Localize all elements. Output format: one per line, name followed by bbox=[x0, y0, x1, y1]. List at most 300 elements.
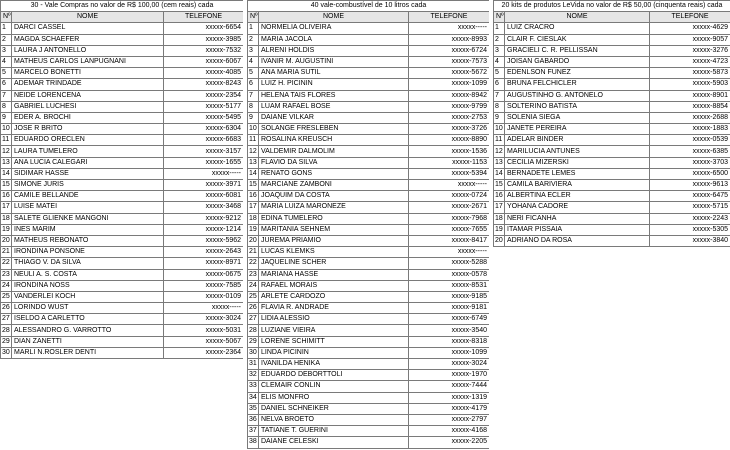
table-row bbox=[248, 68, 490, 79]
winner-phone: xxxxx-7532 bbox=[164, 45, 244, 56]
table-row bbox=[494, 213, 730, 224]
row-number: 24 bbox=[248, 280, 259, 291]
row-number: 13 bbox=[494, 157, 505, 168]
winner-name: LORINDO WUST bbox=[12, 303, 164, 314]
winner-name: LORENE SCHIMITT bbox=[259, 336, 409, 347]
table-row bbox=[1, 258, 244, 269]
winner-name: LUIZ CRACRO bbox=[505, 23, 650, 34]
winner-phone: xxxxx-5288 bbox=[409, 258, 490, 269]
winner-name: RENATO GONS bbox=[259, 168, 409, 179]
row-number: 3 bbox=[494, 45, 505, 56]
table-row bbox=[494, 34, 730, 45]
table-row bbox=[248, 135, 490, 146]
row-number: 25 bbox=[248, 291, 259, 302]
row-number: 19 bbox=[1, 224, 12, 235]
table-row bbox=[1, 124, 244, 135]
winner-phone: xxxxx-4085 bbox=[164, 68, 244, 79]
table-row bbox=[1, 146, 244, 157]
row-number: 21 bbox=[1, 247, 12, 258]
winner-name: JUREMA PRIAMIO bbox=[259, 235, 409, 246]
table-row bbox=[248, 23, 490, 34]
row-number: 3 bbox=[1, 45, 12, 56]
table-row bbox=[1, 90, 244, 101]
winner-name: IRONDINA PONSONE bbox=[12, 247, 164, 258]
winner-name: HELENA TAIS FLORES bbox=[259, 90, 409, 101]
table-row bbox=[248, 101, 490, 112]
winner-name: ADRIANO DA ROSA bbox=[505, 235, 650, 246]
row-number: 16 bbox=[494, 191, 505, 202]
row-number: 17 bbox=[1, 202, 12, 213]
winner-phone: xxxxx-3726 bbox=[409, 124, 490, 135]
winner-phone: xxxxx-4629 bbox=[650, 23, 730, 34]
table-row bbox=[1, 180, 244, 191]
table-row bbox=[494, 146, 730, 157]
column-header-name: NOME bbox=[505, 12, 650, 23]
table-row bbox=[248, 191, 490, 202]
winner-name: SOLTERINO BATISTA bbox=[505, 101, 650, 112]
table-row bbox=[1, 79, 244, 90]
table-row bbox=[494, 56, 730, 67]
row-number: 28 bbox=[248, 325, 259, 336]
row-number: 14 bbox=[248, 168, 259, 179]
table-row bbox=[1, 213, 244, 224]
column-header-number: Nº bbox=[248, 12, 259, 23]
winner-name: JOAQUIM DA COSTA bbox=[259, 191, 409, 202]
winner-name: EDUARDO DEBORTTOLI bbox=[259, 370, 409, 381]
winner-phone: xxxxx-3971 bbox=[164, 180, 244, 191]
row-number: 34 bbox=[248, 392, 259, 403]
winner-name: DAIANE CELESKI bbox=[259, 437, 409, 448]
row-number: 35 bbox=[248, 403, 259, 414]
winner-phone: xxxxx-8243 bbox=[164, 79, 244, 90]
winner-name: DAIANE VILKAR bbox=[259, 112, 409, 123]
row-number: 20 bbox=[494, 235, 505, 246]
row-number: 30 bbox=[1, 347, 12, 358]
prize-table-vale-compras bbox=[0, 0, 243, 450]
table-row bbox=[248, 325, 490, 336]
table-row bbox=[1, 34, 244, 45]
winner-phone: xxxxx-7655 bbox=[409, 224, 490, 235]
row-number: 16 bbox=[1, 191, 12, 202]
table-row bbox=[494, 23, 730, 34]
winner-name: DARCI CASSEL bbox=[12, 23, 164, 34]
row-number: 13 bbox=[248, 157, 259, 168]
table-row bbox=[1, 291, 244, 302]
table-row bbox=[248, 146, 490, 157]
winner-phone: xxxxx-9212 bbox=[164, 213, 244, 224]
table-row bbox=[248, 347, 490, 358]
winner-phone: xxxxx-6500 bbox=[650, 168, 730, 179]
winner-phone: xxxxx-1970 bbox=[409, 370, 490, 381]
table-row bbox=[248, 437, 490, 448]
winner-phone: xxxxx-0578 bbox=[409, 269, 490, 280]
winner-name: LINDA PICININ bbox=[259, 347, 409, 358]
table-row bbox=[494, 191, 730, 202]
row-number: 18 bbox=[248, 213, 259, 224]
row-number: 18 bbox=[494, 213, 505, 224]
winner-phone: xxxxx-6683 bbox=[164, 135, 244, 146]
winner-phone: xxxxx-3468 bbox=[164, 202, 244, 213]
table-row bbox=[248, 314, 490, 325]
row-number: 20 bbox=[1, 235, 12, 246]
winner-name: MARIA LUIZA MARONEZE bbox=[259, 202, 409, 213]
row-number: 30 bbox=[248, 347, 259, 358]
winner-name: NEULI A. S. COSTA bbox=[12, 269, 164, 280]
table-row bbox=[1, 347, 244, 358]
winner-phone: xxxxx-8417 bbox=[409, 235, 490, 246]
winner-name: VALDEMIR DALMOLIM bbox=[259, 146, 409, 157]
table-row bbox=[248, 112, 490, 123]
winner-name: SIDIMAR HASSE bbox=[12, 168, 164, 179]
winner-phone: xxxxx-6067 bbox=[164, 56, 244, 67]
winner-phone: xxxxx-0539 bbox=[650, 135, 730, 146]
row-number: 11 bbox=[248, 135, 259, 146]
winner-name: ANA LUCIA CALEGARI bbox=[12, 157, 164, 168]
winner-phone: xxxxx----- bbox=[409, 180, 490, 191]
table-row bbox=[494, 45, 730, 56]
table-row bbox=[1, 224, 244, 235]
winner-name: MARITANIA SEHNEM bbox=[259, 224, 409, 235]
row-number: 7 bbox=[248, 90, 259, 101]
winner-phone: xxxxx-5067 bbox=[164, 336, 244, 347]
row-number: 27 bbox=[1, 314, 12, 325]
table-row bbox=[494, 235, 730, 246]
winner-phone: xxxxx-8890 bbox=[409, 135, 490, 146]
table-row bbox=[494, 135, 730, 146]
winner-name: CLAIR F. CIESLAK bbox=[505, 34, 650, 45]
row-number: 20 bbox=[248, 235, 259, 246]
table-row bbox=[248, 414, 490, 425]
row-number: 14 bbox=[1, 168, 12, 179]
table-row bbox=[1, 68, 244, 79]
row-number: 12 bbox=[1, 146, 12, 157]
winner-name: LAURA TUMELERO bbox=[12, 146, 164, 157]
winner-phone: xxxxx-8971 bbox=[164, 258, 244, 269]
winner-name: MARILUCIA ANTUNES bbox=[505, 146, 650, 157]
winner-phone: xxxxx-2688 bbox=[650, 112, 730, 123]
winner-phone: xxxxx-3840 bbox=[650, 235, 730, 246]
winner-name: CLEMAIR CONLIN bbox=[259, 381, 409, 392]
winner-name: MATHEUS CARLOS LANPUGNANI bbox=[12, 56, 164, 67]
winner-phone: xxxxx-2205 bbox=[409, 437, 490, 448]
winner-phone: xxxxx-2671 bbox=[409, 202, 490, 213]
winner-phone: xxxxx-1536 bbox=[409, 146, 490, 157]
row-number: 6 bbox=[494, 79, 505, 90]
row-number: 10 bbox=[494, 124, 505, 135]
winner-phone: xxxxx-1099 bbox=[409, 79, 490, 90]
winner-phone: xxxxx-4723 bbox=[650, 56, 730, 67]
winner-name: AUGUSTINHO G. ANTONELO bbox=[505, 90, 650, 101]
winner-phone: xxxxx-5177 bbox=[164, 101, 244, 112]
table-row bbox=[248, 247, 490, 258]
row-number: 19 bbox=[494, 224, 505, 235]
winner-phone: xxxxx-0724 bbox=[409, 191, 490, 202]
winner-name: CECILIA MIZERSKI bbox=[505, 157, 650, 168]
table-row bbox=[1, 280, 244, 291]
table-title: 40 vale-combustível de 10 litros cada bbox=[248, 1, 490, 12]
table-row bbox=[248, 79, 490, 90]
winner-name: LUISE MATEI bbox=[12, 202, 164, 213]
column-header-phone: TELEFONE bbox=[164, 12, 244, 23]
row-number: 2 bbox=[1, 34, 12, 45]
row-number: 29 bbox=[1, 336, 12, 347]
table-row bbox=[1, 303, 244, 314]
winner-name: ITAMAR PISSAIA bbox=[505, 224, 650, 235]
winner-name: ALBERTINA ECLER bbox=[505, 191, 650, 202]
table-row bbox=[1, 23, 244, 34]
row-number: 8 bbox=[1, 101, 12, 112]
table-row bbox=[248, 381, 490, 392]
table-row bbox=[248, 168, 490, 179]
table-row bbox=[248, 202, 490, 213]
winner-phone: xxxxx-2753 bbox=[409, 112, 490, 123]
winner-phone: xxxxx-7968 bbox=[409, 213, 490, 224]
table-row bbox=[248, 235, 490, 246]
winner-name: NERI FICANHA bbox=[505, 213, 650, 224]
winner-phone: xxxxx-3024 bbox=[409, 359, 490, 370]
winner-phone: xxxxx----- bbox=[409, 23, 490, 34]
table-row bbox=[1, 247, 244, 258]
winner-phone: xxxxx-1883 bbox=[650, 124, 730, 135]
winner-phone: xxxxx-6304 bbox=[164, 124, 244, 135]
table-row bbox=[1, 325, 244, 336]
table-row bbox=[1, 135, 244, 146]
winners-table bbox=[493, 0, 730, 247]
table-row bbox=[1, 168, 244, 179]
row-number: 2 bbox=[248, 34, 259, 45]
row-number: 5 bbox=[248, 68, 259, 79]
row-number: 4 bbox=[1, 56, 12, 67]
winner-phone: xxxxx-0675 bbox=[164, 269, 244, 280]
table-row bbox=[1, 112, 244, 123]
winner-phone: xxxxx-8901 bbox=[650, 90, 730, 101]
winner-phone: xxxxx----- bbox=[164, 168, 244, 179]
row-number: 17 bbox=[494, 202, 505, 213]
prize-table-vale-combustivel bbox=[247, 0, 489, 450]
winner-name: ELIS MONFRO bbox=[259, 392, 409, 403]
table-row bbox=[1, 191, 244, 202]
row-number: 17 bbox=[248, 202, 259, 213]
winner-name: LUZIANE VIEIRA bbox=[259, 325, 409, 336]
table-row bbox=[494, 224, 730, 235]
row-number: 22 bbox=[248, 258, 259, 269]
winner-phone: xxxxx-6749 bbox=[409, 314, 490, 325]
winner-name: GRACIELI C. R. PELLISSAN bbox=[505, 45, 650, 56]
winner-phone: xxxxx-5672 bbox=[409, 68, 490, 79]
row-number: 4 bbox=[494, 56, 505, 67]
winner-name: LUAM RAFAEL BOSE bbox=[259, 101, 409, 112]
winner-name: MATHEUS REBONATO bbox=[12, 235, 164, 246]
row-number: 21 bbox=[248, 247, 259, 258]
winner-phone: xxxxx-7573 bbox=[409, 56, 490, 67]
winner-phone: xxxxx-9181 bbox=[409, 303, 490, 314]
winner-name: MARIANA HASSE bbox=[259, 269, 409, 280]
row-number: 28 bbox=[1, 325, 12, 336]
winner-name: TATIANE T. GUERINI bbox=[259, 426, 409, 437]
row-number: 33 bbox=[248, 381, 259, 392]
row-number: 1 bbox=[494, 23, 505, 34]
winner-phone: xxxxx-1655 bbox=[164, 157, 244, 168]
column-header-phone: TELEFONE bbox=[650, 12, 730, 23]
winner-phone: xxxxx-5305 bbox=[650, 224, 730, 235]
winner-name: CAMILA BARIVIERA bbox=[505, 180, 650, 191]
column-header-number: Nº bbox=[1, 12, 12, 23]
table-row bbox=[494, 101, 730, 112]
table-row bbox=[494, 68, 730, 79]
row-number: 12 bbox=[248, 146, 259, 157]
winner-phone: xxxxx-6724 bbox=[409, 45, 490, 56]
winner-phone: xxxxx-6081 bbox=[164, 191, 244, 202]
winner-name: EDUARDO ORECLEN bbox=[12, 135, 164, 146]
winner-name: DANIEL SCHNEIKER bbox=[259, 403, 409, 414]
row-number: 38 bbox=[248, 437, 259, 448]
winner-name: EDENLSON FUNEZ bbox=[505, 68, 650, 79]
row-number: 15 bbox=[248, 180, 259, 191]
winner-phone: xxxxx-1319 bbox=[409, 392, 490, 403]
table-row bbox=[248, 213, 490, 224]
winner-name: DIAN ZANETTI bbox=[12, 336, 164, 347]
winner-name: ADEMAR TRINDADE bbox=[12, 79, 164, 90]
row-number: 13 bbox=[1, 157, 12, 168]
winner-phone: xxxxx-5873 bbox=[650, 68, 730, 79]
row-number: 1 bbox=[1, 23, 12, 34]
row-number: 7 bbox=[1, 90, 12, 101]
table-row bbox=[248, 157, 490, 168]
table-row bbox=[248, 45, 490, 56]
winner-phone: xxxxx-0109 bbox=[164, 291, 244, 302]
table-row bbox=[494, 79, 730, 90]
column-header-phone: TELEFONE bbox=[409, 12, 490, 23]
winner-name: JOSE R BRITO bbox=[12, 124, 164, 135]
table-row bbox=[1, 314, 244, 325]
table-row bbox=[1, 235, 244, 246]
winner-name: ANA MARIA SUTIL bbox=[259, 68, 409, 79]
winner-name: ISELDO A CARLETTO bbox=[12, 314, 164, 325]
column-header-name: NOME bbox=[259, 12, 409, 23]
table-row bbox=[248, 291, 490, 302]
table-row bbox=[248, 124, 490, 135]
winner-name: NORMELIA OLIVEIRA bbox=[259, 23, 409, 34]
winner-name: MARCELO BONETTI bbox=[12, 68, 164, 79]
winner-name: VANDERLEI KOCH bbox=[12, 291, 164, 302]
row-number: 19 bbox=[248, 224, 259, 235]
row-number: 15 bbox=[494, 180, 505, 191]
table-row bbox=[494, 168, 730, 179]
row-number: 8 bbox=[494, 101, 505, 112]
winner-name: IVANIR M. AUGUSTINI bbox=[259, 56, 409, 67]
row-number: 5 bbox=[494, 68, 505, 79]
table-row bbox=[248, 269, 490, 280]
winner-name: ADELAR BINDER bbox=[505, 135, 650, 146]
winner-phone: xxxxx-7444 bbox=[409, 381, 490, 392]
row-number: 11 bbox=[494, 135, 505, 146]
row-number: 2 bbox=[494, 34, 505, 45]
winner-phone: xxxxx-1214 bbox=[164, 224, 244, 235]
winner-name: LAURA J ANTONELLO bbox=[12, 45, 164, 56]
row-number: 6 bbox=[1, 79, 12, 90]
winner-name: BERNADETE LEMES bbox=[505, 168, 650, 179]
row-number: 7 bbox=[494, 90, 505, 101]
winner-name: ROSALINA KREUSCH bbox=[259, 135, 409, 146]
winner-name: FLAVIO DA SILVA bbox=[259, 157, 409, 168]
row-number: 9 bbox=[1, 112, 12, 123]
row-number: 4 bbox=[248, 56, 259, 67]
table-row bbox=[248, 34, 490, 45]
row-number: 23 bbox=[1, 269, 12, 280]
winner-name: SOLANGE FRESLEBEN bbox=[259, 124, 409, 135]
winner-name: JOISAN GABARDO bbox=[505, 56, 650, 67]
winner-phone: xxxxx-8531 bbox=[409, 280, 490, 291]
table-row bbox=[248, 90, 490, 101]
winner-name: MARCIANE ZAMBONI bbox=[259, 180, 409, 191]
winners-table bbox=[0, 0, 243, 359]
winner-phone: xxxxx-9799 bbox=[409, 101, 490, 112]
table-row bbox=[248, 56, 490, 67]
winner-phone: xxxxx-2364 bbox=[164, 347, 244, 358]
winner-name: MARLI N.ROSLER DENTI bbox=[12, 347, 164, 358]
table-row bbox=[1, 336, 244, 347]
row-number: 10 bbox=[1, 124, 12, 135]
winner-name: THIAGO V. DA SILVA bbox=[12, 258, 164, 269]
winner-name: ARLETE CARDOZO bbox=[259, 291, 409, 302]
winner-phone: xxxxx-5962 bbox=[164, 235, 244, 246]
winner-phone: xxxxx-6654 bbox=[164, 23, 244, 34]
prize-table-kits-levida bbox=[493, 0, 730, 450]
winner-phone: xxxxx-4168 bbox=[409, 426, 490, 437]
winner-name: MAGDA SCHAEFER bbox=[12, 34, 164, 45]
table-row bbox=[494, 202, 730, 213]
row-number: 23 bbox=[248, 269, 259, 280]
winner-name: LUCAS KLEMKS bbox=[259, 247, 409, 258]
row-number: 37 bbox=[248, 426, 259, 437]
table-row bbox=[248, 403, 490, 414]
table-row bbox=[1, 269, 244, 280]
winner-name: EDINA TUMELERO bbox=[259, 213, 409, 224]
table-row bbox=[494, 124, 730, 135]
winner-name: BRUNA FELCHICLER bbox=[505, 79, 650, 90]
winner-phone: xxxxx-3276 bbox=[650, 45, 730, 56]
table-title: 30 - Vale Compras no valor de R$ 100,00 (cem reais) cada bbox=[1, 1, 244, 12]
row-number: 10 bbox=[248, 124, 259, 135]
winner-phone: xxxxx-5715 bbox=[650, 202, 730, 213]
winner-phone: xxxxx-3024 bbox=[164, 314, 244, 325]
column-header-number: Nº bbox=[494, 12, 505, 23]
winner-phone: xxxxx-9185 bbox=[409, 291, 490, 302]
winner-name: NEIDE LORENCENA bbox=[12, 90, 164, 101]
table-row bbox=[494, 180, 730, 191]
winner-phone: xxxxx----- bbox=[164, 303, 244, 314]
winner-phone: xxxxx-6385 bbox=[650, 146, 730, 157]
winner-name: FLAVIA R. ANDRADE bbox=[259, 303, 409, 314]
winner-phone: xxxxx-2354 bbox=[164, 90, 244, 101]
winner-phone: xxxxx-3985 bbox=[164, 34, 244, 45]
table-row bbox=[248, 180, 490, 191]
winner-name: SIMONE JURIS bbox=[12, 180, 164, 191]
winner-name: SOLENIA SIEGA bbox=[505, 112, 650, 123]
winner-phone: xxxxx-9613 bbox=[650, 180, 730, 191]
table-row bbox=[1, 45, 244, 56]
row-number: 26 bbox=[248, 303, 259, 314]
winner-phone: xxxxx-9057 bbox=[650, 34, 730, 45]
table-row bbox=[494, 90, 730, 101]
row-number: 3 bbox=[248, 45, 259, 56]
table-row bbox=[248, 303, 490, 314]
winner-name: CAMILE BELLANDE bbox=[12, 191, 164, 202]
row-number: 27 bbox=[248, 314, 259, 325]
row-number: 25 bbox=[1, 291, 12, 302]
table-row bbox=[248, 258, 490, 269]
winner-name: RAFAEL MORAIS bbox=[259, 280, 409, 291]
